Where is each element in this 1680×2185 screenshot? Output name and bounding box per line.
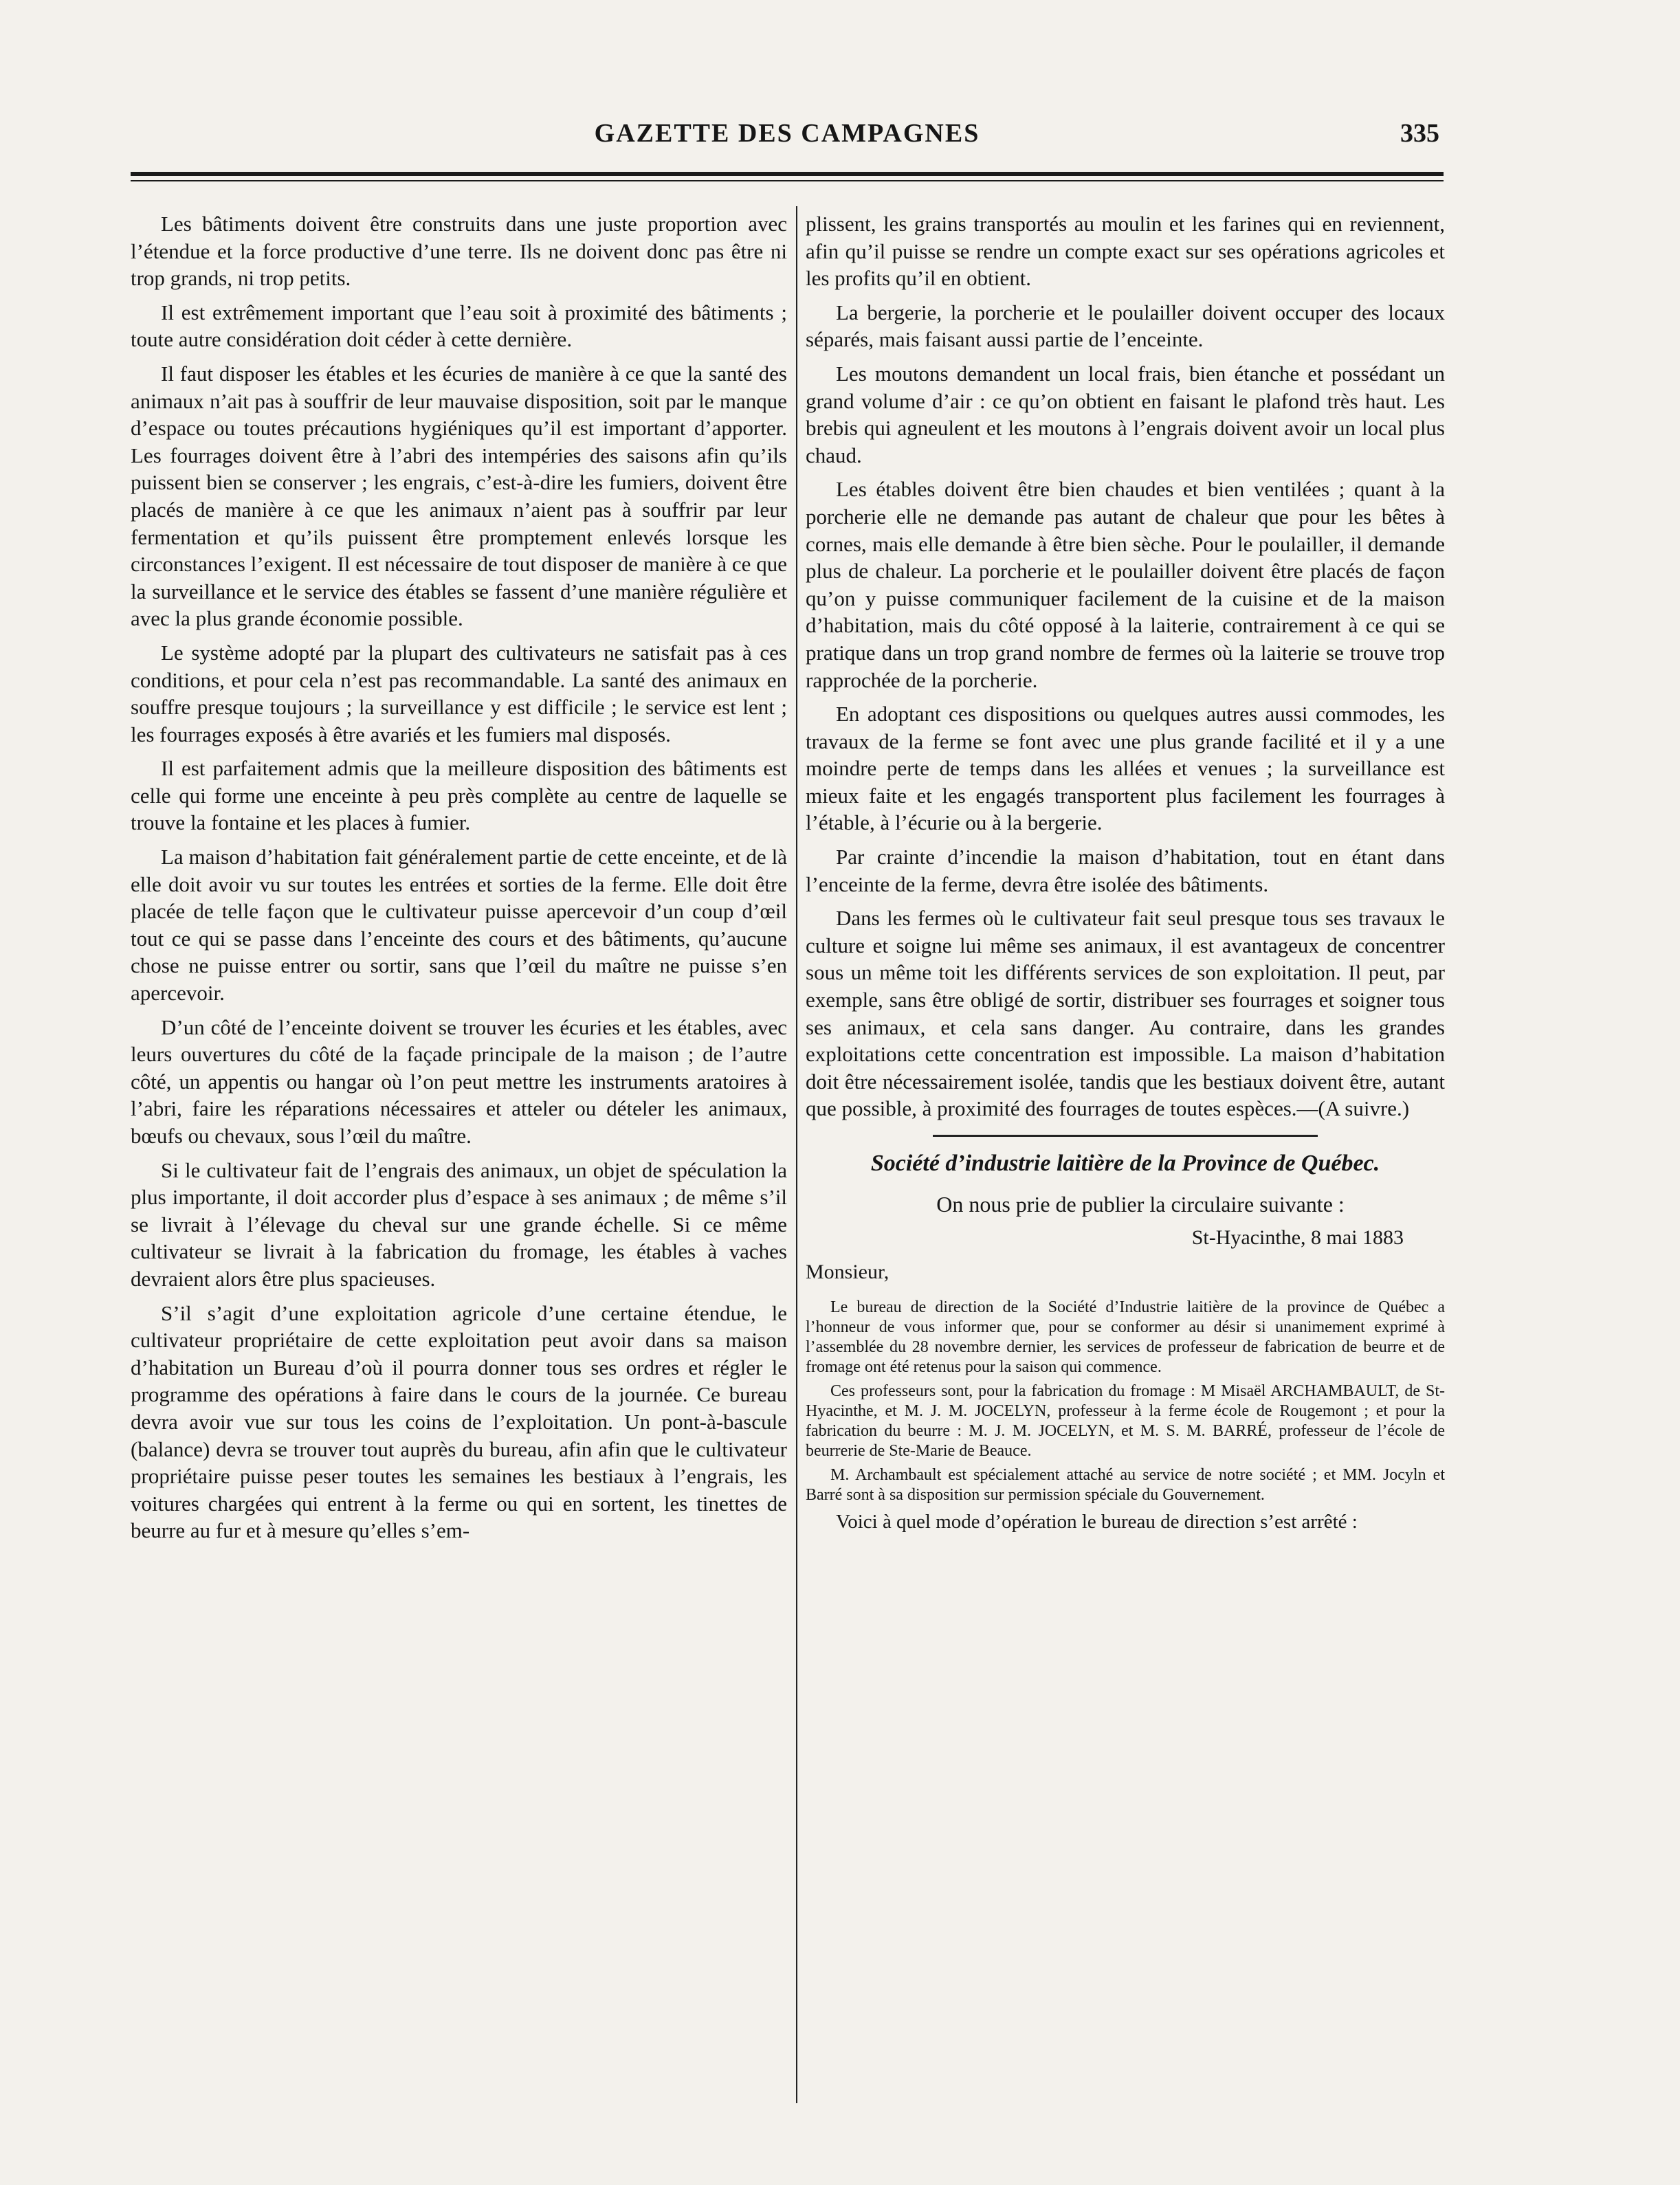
section-rule xyxy=(933,1135,1318,1137)
article-paragraph: En adoptant ces dispositions ou quelques autres aussi commodes, les travaux de la ferme se font avec une plus grande facilité et il y a une moindre perte de temps dans les allées et venues ; la surveillance est mieux faite et les engagés transportent plus facilement les fourrages à l’étable, à l’écurie ou à la bergerie. xyxy=(806,702,1445,835)
header-rule-thick xyxy=(131,172,1444,176)
notice-paragraph: M. Archambault est spécialement attaché au service de notre société ; et MM. Jocyln et Barré sont à sa disposition sur permission spéciale du Gouvernement. xyxy=(806,1466,1445,1504)
article-paragraph: Si le cultivateur fait de l’engrais des animaux, un objet de spéculation la plus importante, il doit accorder plus d’espace à ses animaux ; de même s’il se livrait à l’élevage du cheval sur une grande échelle. Si ce même cultivateur se livrait à la fabrication du fromage, les étables à vaches devraient alors être plus spacieuses. xyxy=(131,1157,787,1291)
left-column xyxy=(131,210,787,1551)
column-divider xyxy=(796,206,797,2103)
page-header xyxy=(131,115,1444,159)
article-paragraph: Dans les fermes où le cultivateur fait seul presque tous ses travaux le culture et soigne lui même ses animaux, il est avantageux de concentrer sous un même toit les différents services de son exploitation. Il peut, par exemple, sans être obligé de sortir, distribuer ses fourrages et soigner tous ses animaux, et cela sans danger. Au contraire, dans les grandes exploitations cette concentration est impossible. La maison d’habitation doit être nécessairement isolée, tandis que les bestiaux doivent être, autant que possible, à proximité des fourrages de toutes espèces.—(A suivre.) xyxy=(806,906,1445,1121)
publication-title: GAZETTE DES CAMPAGNES xyxy=(594,119,980,148)
notice-heading: Société d’industrie laitière de la Province de Québec. xyxy=(870,1151,1380,1176)
header-rule-thin xyxy=(131,180,1444,181)
notice-paragraph: Voici à quel mode d’opération le bureau de direction s’est arrêté : xyxy=(836,1511,1358,1533)
article-paragraph: D’un côté de l’enceinte doivent se trouver les écuries et les étables, avec leurs ouvertures du côté de la façade principale de la maison ; de l’autre côté, un appentis ou hangar où l’on peut mettre les instruments aratoires à l’abri, faire les réparations nécessaires et atteler ou dételer les animaux, bœufs ou chevaux, sous l’œil du maître. xyxy=(131,1014,787,1148)
article-paragraph: Les étables doivent être bien chaudes et bien ventilées ; quant à la porcherie elle ne demande pas autant de chaleur que pour les bêtes à cornes, mais elle demande à être bien sèche. Pour le poulailler, il demande plus de chaleur. La porcherie et le poulailler doivent être placés de façon qu’on y puisse communiquer facilement de la cuisine et de la maison d’habitation, mais du côté opposé à la laiterie, contrairement à ce qui se pratique dans un trop grand nombre de fermes où la laiterie se trouve trop rapprochée de la porcherie. xyxy=(806,477,1445,692)
notice-salutation: Monsieur, xyxy=(806,1261,889,1283)
article-paragraph: Il faut disposer les étables et les écuries de manière à ce que la santé des animaux n’ait pas à souffrir de leur mauvaise disposition, soit par le manque d’espace ou toutes précautions hygiéniques qu’il est important d’apporter. Les fourrages doivent être à l’abri des intempéries des saisons afin qu’ils puissent bien se conserver ; les engrais, c’est-à-dire les fumiers, doivent être placés de manière à ce que les animaux n’aient pas à souffrir par leur fermentation et qu’ils puissent être promptement enlevés lorsque les circonstances l’exigent. Il est nécessaire de tout disposer de manière à ce que la surveillance et le service des étables se fassent d’une manière régulière et avec la plus grande économie possible. xyxy=(131,361,787,631)
article-paragraph: Le système adopté par la plupart des cultivateurs ne satisfait pas à ces conditions, et pour cela n’est pas recommandable. La santé des animaux en souffre presque toujours ; la surveillance y est difficile ; le service est lent ; les fourrages exposés à être avariés et les fumiers mal disposés. xyxy=(131,640,787,746)
article-paragraph: La maison d’habitation fait généralement partie de cette enceinte, et de là elle doit avoir vu sur toutes les entrées et sorties de la ferme. Elle doit être placée de telle façon que le cultivateur puisse apercevoir d’un coup d’œil tout ce qui se passe dans l’enceinte des cours et des bâtiments, qu’aucune chose ne puisse entrer ou sortir, sans que l’œil du maître ne puisse s’en apercevoir. xyxy=(131,845,787,1006)
article-paragraph: Il est extrêmement important que l’eau soit à proximité des bâtiments ; toute autre considération doit céder à cette dernière. xyxy=(131,300,787,352)
notice-paragraph: Le bureau de direction de la Société d’Industrie laitière de la province de Québec a l’honneur de vous informer que, pour se conformer au désir si unanimement exprimé à l’assemblée du 28 novembre dernier, les services de professeur de fabrication de beurre et de fromage ont été retenus pour la saison qui commence. xyxy=(806,1298,1445,1376)
page-number: 335 xyxy=(1400,119,1439,148)
notice-dateline: St-Hyacinthe, 8 mai 1883 xyxy=(1191,1226,1404,1249)
notice-intro: On nous prie de publier la circulaire suivante : xyxy=(936,1192,1345,1217)
article-paragraph: Les bâtiments doivent être construits dans une juste proportion avec l’étendue et la force productive d’une terre. Ils ne doivent donc pas être ni trop grands, ni trop petits. xyxy=(131,212,787,291)
notice-paragraph: Ces professeurs sont, pour la fabrication du fromage : M Misaël ARCHAMBAULT, de St-Hyacinthe, et M. J. M. JOCELYN, professeur à la ferme école de Rougemont ; et pour la fabrication du beurre : M. J. M. JOCELYN, et M. S. M. BARRÉ, professeur de l’école de beurrerie de Ste-Marie de Beauce. xyxy=(806,1382,1445,1460)
article-paragraph: Il est parfaitement admis que la meilleure disposition des bâtiments est celle qui forme une enceinte à peu près complète au centre de laquelle se trouve la fontaine et les places à fumier. xyxy=(131,756,787,835)
article-paragraph: S’il s’agit d’une exploitation agricole d’une certaine étendue, le cultivateur propriétaire de cette exploitation peut avoir dans sa maison d’habitation un Bureau d’où il pourra donner tous ses ordres et régler le programme des opérations à faire dans le cours de la journée. Ce bureau devra avoir vue sur tous les coins de l’exploitation. Un pont-à-bascule (balance) devra se trouver tout auprès du bureau, afin afin que le cultivateur propriétaire puisse peser toutes les semaines les bestiaux à l’engrais, les voitures chargées qui entrent à la ferme ou qui en sortent, les tinettes de beurre au fur et à mesure qu’elles s’em- xyxy=(131,1300,787,1543)
article-paragraph: Les moutons demandent un local frais, bien étanche et possédant un grand volume d’air : ce qu’on obtient en faisant le plafond très haut. Les brebis qui agneulent et les moutons à l’engrais doivent avoir un local plus chaud. xyxy=(806,361,1445,467)
article-paragraph: La bergerie, la porcherie et le poulailler doivent occuper des locaux séparés, mais faisant aussi partie de l’enceinte. xyxy=(806,300,1445,352)
article-paragraph: Par crainte d’incendie la maison d’habitation, tout en étant dans l’enceinte de la ferme, devra être isolée des bâtiments. xyxy=(806,845,1445,896)
right-column xyxy=(806,210,1445,1541)
article-paragraph: plissent, les grains transportés au moulin et les farines qui en reviennent, afin qu’il puisse se rendre un compte exact sur ses opérations agricoles et les profits qu’il en obtient. xyxy=(806,212,1445,291)
